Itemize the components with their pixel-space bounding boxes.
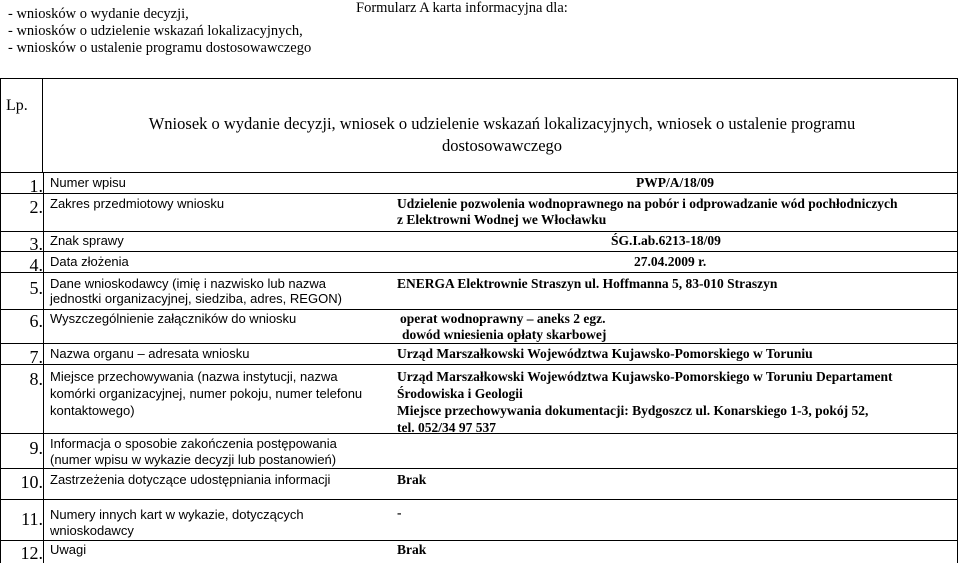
remarks-value: Brak [397,542,427,557]
row-number: 2. [29,197,43,217]
application-type-list [8,6,311,57]
scope-line: Udzielenie pozwolenia wodnoprawnego na pobór i odprowadzanie wód pochłodniczych [397,196,898,211]
table-title-line: dostosowawczego [441,136,563,155]
list-item: - wniosków o udzielenie wskazań lokalizacyjnych, [8,23,303,39]
row-label [50,276,342,306]
list-item: - wniosków o wydanie decyzji, [8,6,189,22]
row-divider [0,193,958,194]
restrictions-value: Brak [397,472,427,487]
attachments-value [400,311,606,343]
row-label-line: komórki organizacyjnej, numer pokoju, numer telefonu [50,386,363,401]
row-label-line: wnioskodawcy [50,523,134,538]
row-label: Uwagi [50,542,87,557]
row-number: 12. [20,543,43,563]
row-label: Nazwa organu – adresata wniosku [50,346,250,361]
row-number: 4. [29,255,43,275]
row-label-line: Dane wnioskodawcy (imię i nazwisko lub nazwa [50,276,327,291]
row-number: 11. [21,509,43,529]
row-label: Numer wpisu [50,175,126,190]
row-label: Data złożenia [50,254,129,269]
row-number: 3. [29,234,43,254]
entry-number-value: PWP/A/18/09 [636,175,714,190]
scope-value [397,196,898,228]
row-label-line: kontaktowego) [50,403,135,418]
authority-value: Urząd Marszałkowski Województwa Kujawsko-Pomorskiego w Toruniu [397,346,813,361]
form-title: Formularz A karta informacyjna dla: [356,0,568,16]
row-divider [0,272,958,273]
lp-header-cell [0,78,43,172]
scope-line: z Elektrowni Wodnej we Włocławku [397,212,607,227]
row-label: Zastrzeżenia dotyczące udostępniania informacji [50,472,331,487]
column-divider [43,172,44,563]
table-title-line: Wniosek o wydanie decyzji, wniosek o udzielenie wskazań lokalizacyjnych, wniosek o ustalenie programu [148,114,856,133]
row-divider [0,231,958,232]
row-divider [0,499,958,500]
row-number: 7. [29,347,43,367]
row-label: Zakres przedmiotowy wniosku [50,196,225,211]
row-divider [0,343,958,344]
row-label: Znak sprawy [50,233,124,248]
other-cards-value: - [397,505,402,520]
row-label-line: Numery innych kart w wykazie, dotyczących [50,507,304,522]
row-label [50,436,337,468]
row-number: 8. [29,369,43,389]
storage-line: Środowiska i Geologii [397,386,523,401]
storage-line: Miejsce przechowywania dokumentacji: Bydgoszcz ul. Konarskiego 1-3, pokój 52, [397,403,869,418]
storage-line: Urząd Marszałkowski Województwa Kujawsko-Pomorskiego w Toruniu Departament [397,369,893,384]
row-number: 10. [20,472,43,492]
row-divider [0,468,958,469]
row-divider [0,309,958,310]
row-number: 6. [29,311,43,331]
attachment-item: dowód wniesienia opłaty skarbowej [402,327,607,342]
row-divider [0,251,958,252]
row-label-line: Informacja o sposobie zakończenia postępowania [50,436,337,451]
storage-location-value [397,368,893,436]
submission-date-value: 27.04.2009 r. [634,254,707,269]
row-label-line: (numer wpisu w wykazie decyzji lub postanowień) [50,452,337,467]
row-label-line: Miejsce przechowywania (nazwa instytucji, nazwa [50,369,338,384]
row-number: 9. [29,438,43,458]
row-label [50,368,362,419]
row-label: Wyszczególnienie załączników do wniosku [50,311,297,326]
list-item: - wniosków o ustalenie programu dostosowawczego [8,40,312,56]
row-number: 1. [29,176,43,196]
row-number: 5. [29,278,43,298]
applicant-value: ENERGA Elektrownie Straszyn ul. Hoffmanna 5, 83-010 Straszyn [397,276,778,291]
table-title [46,113,958,157]
storage-line: tel. 052/34 97 537 [397,420,496,435]
attachment-item: operat wodnoprawny – aneks 2 egz. [400,311,606,326]
row-label [50,507,304,539]
row-divider [0,364,958,365]
row-divider [0,172,958,173]
case-ref-value: ŚG.I.ab.6213-18/09 [611,233,721,248]
row-divider [0,540,958,541]
lp-header: Lp. [6,97,28,114]
row-label-line: jednostki organizacyjnej, siedziba, adres, REGON) [50,291,342,306]
